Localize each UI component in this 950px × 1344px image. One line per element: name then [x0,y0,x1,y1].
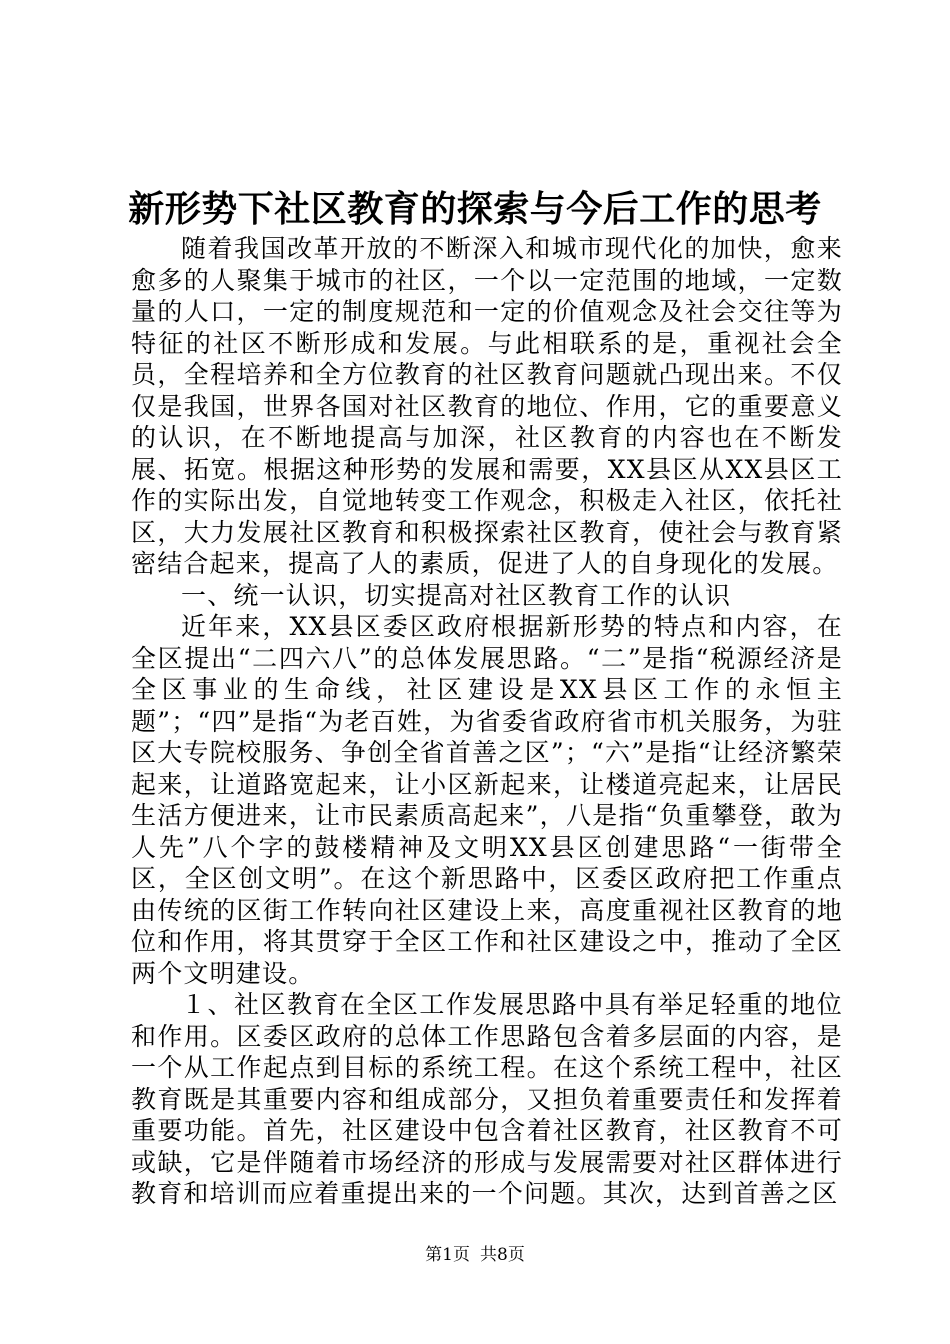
paragraph-point-1: １、社区教育在全区工作发展思路中具有举足轻重的地位和作用。区委区政府的总体工作思路包含着多层面的内容，是一个从工作起点到目标的系统工程。在这个系统工程中，社区教育既是其重要内容和组成部分，又担负着重要责任和发挥着重要功能。首先，社区建设中包含着社区教育，社区教育不可或缺，它是伴随着市场经济的形成与发展需要对社区群体进行教育和培训而应着重提出来的一个问题。其次，达到首善之区 [131,990,843,1208]
paragraph-intro: 随着我国改革开放的不断深入和城市现代化的加快，愈来愈多的人聚集于城市的社区，一个以一定范围的地域，一定数量的人口，一定的制度规范和一定的价值观念及社会交往等为特征的社区不断形成和发展。与此相联系的是，重视社会全员，全程培养和全方位教育的社区教育问题就凸现出来。不仅仅是我国，世界各国对社区教育的地位、作用，它的重要意义的认识，在不断地提高与加深，社区教育的内容也在不断发展、拓宽。根据这种形势的发展和需要，XX县区从XX县区工作的实际出发，自觉地转变工作观念，积极走入社区，依托社区，大力发展社区教育和积极探索社区教育，使社会与教育紧密结合起来，提高了人的素质，促进了人的自身现化的发展。 [131,234,843,578]
document-title: 新形势下社区教育的探索与今后工作的思考 [128,188,822,230]
document-body [131,233,843,1210]
page-footer [0,1244,950,1266]
page-number: 第1页 [425,1245,470,1265]
page-total: 共8页 [480,1245,525,1265]
paragraph-development-strategy: 近年来，XX县区委区政府根据新形势的特点和内容，在全区提出“二四六八”的总体发展思路。“二”是指“税源经济是全区事业的生命线，社区建设是XX县区工作的永恒主题”；“四”是指“为老百姓，为省委省政府省市机关服务，为驻区大专院校服务、争创全省首善之区”；“六”是指“让经济繁荣起来，让道路宽起来，让小区新起来，让楼道亮起来，让居民生活方便进来，让市民素质高起来”，八是指“负重攀登，敢为人先”八个字的鼓楼精神及文明XX县区创建思路“一街带全区，全区创文明”。在这个新思路中，区委区政府把工作重点由传统的区街工作转向社区建设上来，高度重视社区教育的地位和作用，将其贯穿于全区工作和社区建设之中，推动了全区两个文明建设。 [131,612,843,988]
section-heading: 一、统一认识，切实提高对社区教育工作的认识 [181,580,732,610]
